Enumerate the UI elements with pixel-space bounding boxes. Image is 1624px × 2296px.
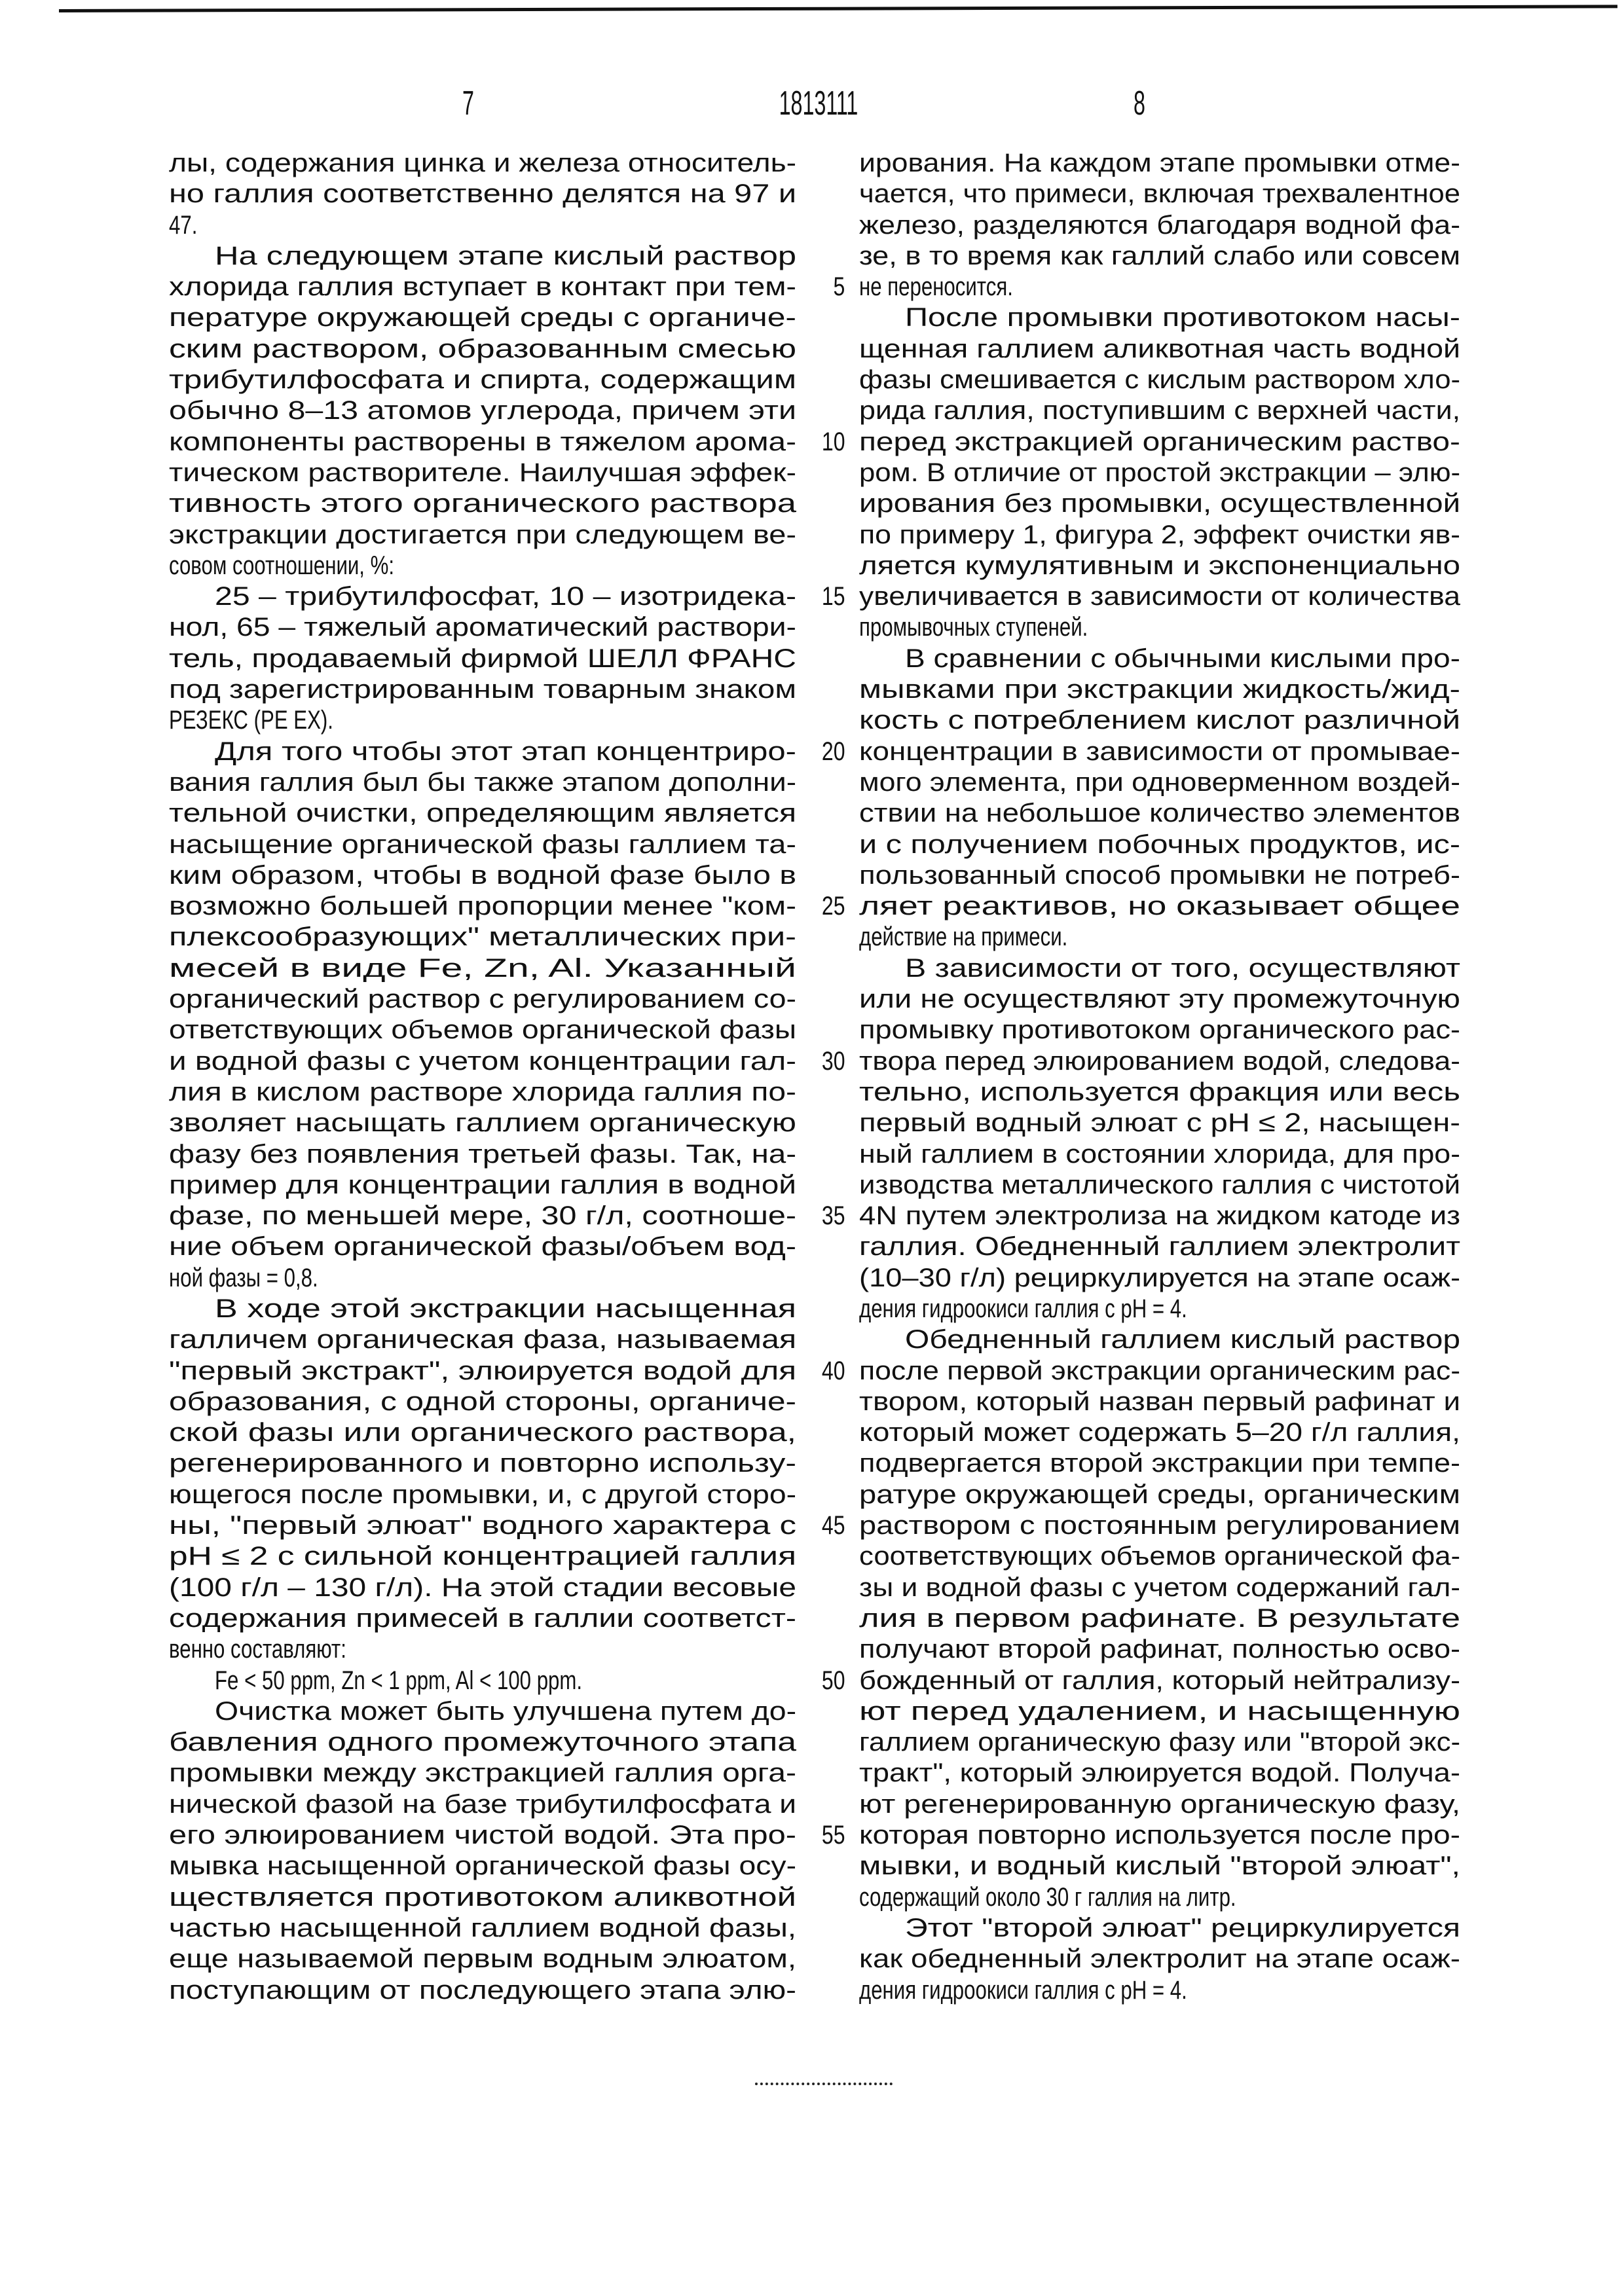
line-number: 45 (821, 1510, 845, 1541)
text-line (859, 922, 1460, 953)
text-line-content: рида галлия, поступившим с верхней части, (859, 395, 1460, 426)
text-line (859, 427, 1460, 458)
text-line-content: божденный от галлия, который нейтрализу- (859, 1666, 1460, 1696)
text-line (169, 1294, 796, 1324)
text-line-content: На следующем этапе кислый раствор (215, 241, 796, 272)
text-line-content: фазе, по меньшей мере, 30 г/л, соотноше- (169, 1201, 796, 1231)
text-line-content: (100 г/л – 130 г/л). На этой стадии весовые (169, 1573, 796, 1603)
text-line (859, 1356, 1460, 1387)
text-line-content: "первый экстракт", элюируется водой для (169, 1356, 796, 1387)
text-line-content: нол, 65 – тяжелый ароматический раствори- (169, 612, 796, 643)
text-line-content: тическом растворителе. Наилучшая эффек- (169, 458, 796, 488)
text-line (169, 1603, 796, 1634)
text-line (169, 1696, 796, 1727)
text-line-content: ние объем органической фазы/объем вод- (169, 1231, 796, 1262)
text-line (169, 984, 796, 1015)
text-line (169, 1263, 796, 1294)
text-line (859, 1603, 1460, 1634)
text-line-content: фазу без появления третьей фазы. Так, на- (169, 1139, 796, 1170)
text-line-content: щенная галлием аликвотная часть водной (859, 334, 1460, 365)
text-line (859, 334, 1460, 365)
text-line-content: ляет реактивов, но оказывает общее (859, 891, 1460, 922)
text-line-content: Очистка может быть улучшена путем до- (215, 1696, 796, 1727)
text-line-content: pH ≤ 2 с сильной концентрацией галлия (169, 1541, 796, 1572)
text-line (859, 458, 1460, 488)
text-line (169, 1046, 796, 1077)
text-line (859, 365, 1460, 395)
text-line (859, 1139, 1460, 1170)
text-line-content: действие на примеси. (859, 922, 1067, 953)
text-line (859, 891, 1460, 922)
text-line (859, 1882, 1460, 1913)
text-line-content: кость с потреблением кислот различной (859, 705, 1460, 736)
text-line (859, 1634, 1460, 1665)
text-line-content: ирования без промывки, осуществленной (859, 488, 1460, 519)
text-line (169, 1356, 796, 1387)
text-line (169, 1851, 796, 1882)
text-line-content: хлорида галлия вступает в контакт при тем- (169, 272, 796, 302)
text-line-content: галлия. Обедненный галлием электролит (859, 1231, 1460, 1262)
text-line-content: как обедненный электролит на этапе осаж- (859, 1944, 1460, 1975)
text-line-content: ществляется противотоком аликвотной (169, 1882, 796, 1913)
text-line-content: тивность этого органического раствора (169, 488, 796, 519)
text-line (169, 1634, 796, 1665)
text-line (859, 1170, 1460, 1201)
text-line (169, 705, 796, 736)
text-line-content: возможно большей пропорции менее "ком- (169, 891, 796, 922)
text-line-content: ответствующих объемов органической фазы (169, 1015, 796, 1046)
text-line (859, 1015, 1460, 1046)
text-line (859, 860, 1460, 891)
text-line-content: венно составляют: (169, 1634, 346, 1665)
text-line (859, 210, 1460, 241)
text-line-content: Этот "второй элюат" рециркулируется (905, 1913, 1460, 1944)
text-line (169, 1417, 796, 1448)
text-line (859, 829, 1460, 860)
text-line (859, 395, 1460, 426)
line-number: 40 (821, 1356, 845, 1387)
text-line (169, 1727, 796, 1758)
text-line (859, 1263, 1460, 1294)
text-line (169, 1913, 796, 1944)
text-line-content: ный галлием в состоянии хлорида, для про- (859, 1139, 1460, 1170)
text-line-content: бавления одного промежуточного этапа (169, 1727, 796, 1758)
text-line (169, 241, 796, 272)
text-line-content: промывки между экстракцией галлия орга- (169, 1758, 796, 1789)
text-line (169, 1480, 796, 1510)
text-line-content: по примеру 1, фигура 2, эффект очистки яв- (859, 520, 1460, 551)
text-line-content: поступающим от последующего этапа элю- (169, 1975, 796, 2006)
text-line-content: ствии на небольшое количество элементов (859, 798, 1460, 829)
text-line (169, 767, 796, 798)
text-line-content: и водной фазы с учетом концентрации гал- (169, 1046, 796, 1077)
text-line (859, 241, 1460, 272)
text-line (859, 1696, 1460, 1727)
text-line (169, 1541, 796, 1572)
text-line (169, 612, 796, 643)
text-line (859, 953, 1460, 984)
text-line-content: мого элемента, при одноверменном воздей- (859, 767, 1460, 798)
text-line-content: лы, содержания цинка и железа относитель- (169, 148, 796, 179)
page-number-left: 7 (448, 84, 489, 123)
text-line-content: ским раствором, образованным смесью (169, 334, 796, 365)
text-line-content: образования, с одной стороны, органиче- (169, 1387, 796, 1417)
text-line (859, 148, 1460, 179)
text-line-content: первый водный элюат с pH ≤ 2, насыщен- (859, 1108, 1460, 1139)
text-line (859, 1727, 1460, 1758)
text-line (859, 737, 1460, 767)
text-line-content: тракт", который элюируется водой. Получа- (859, 1758, 1460, 1789)
text-line (169, 148, 796, 179)
text-line-content: пользованный способ промывки не потреб- (859, 860, 1460, 891)
text-line-content: тельной очистки, определяющим является (169, 798, 796, 829)
text-line-content: В зависимости от того, осуществляют (905, 953, 1460, 984)
text-line-content: ют перед удалением, и насыщенную (859, 1696, 1460, 1727)
line-number: 35 (821, 1201, 845, 1231)
text-line (169, 551, 796, 581)
text-line-content: частью насыщенной галлием водной фазы, (169, 1913, 796, 1944)
text-line-content: ратуре окружающей среды, органическим (859, 1480, 1460, 1510)
line-number: 5 (833, 272, 845, 302)
text-line (859, 1108, 1460, 1139)
text-line-content: ют регенерированную органическую фазу, (859, 1789, 1460, 1820)
text-line (859, 1789, 1460, 1820)
text-line-content: изводства металлического галлия с чистотой (859, 1170, 1460, 1201)
text-line-content: ской фазы или органического раствора, (169, 1417, 796, 1448)
text-line (169, 1573, 796, 1603)
text-line-content: ким образом, чтобы в водной фазе было в (169, 860, 796, 891)
text-line-content: промывку противотоком органического рас- (859, 1015, 1460, 1046)
text-line (859, 1480, 1460, 1510)
text-line-content: твором, который назван первый рафинат и (859, 1387, 1460, 1417)
text-line (859, 520, 1460, 551)
text-line-content: галличем органическая фаза, называемая (169, 1324, 796, 1355)
text-line-content: ны, "первый элюат" водного характера с (169, 1510, 796, 1541)
text-line-content: зы и водной фазы с учетом содержаний гал- (859, 1573, 1460, 1603)
text-line-content: Для того чтобы этот этап концентриро- (215, 737, 796, 767)
text-line-content: содержащий около 30 г галлия на литр. (859, 1882, 1236, 1913)
line-number: 25 (821, 891, 845, 922)
text-line-content: дения гидроокиси галлия с pH = 4. (859, 1975, 1187, 2006)
text-line (169, 674, 796, 705)
text-line (859, 767, 1460, 798)
text-line-content: плексообразующих" металлических при- (169, 922, 796, 953)
text-line-content: трибутилфосфата и спирта, содержащим (169, 365, 796, 395)
text-line (859, 1851, 1460, 1882)
text-line-content: раствором с постоянным регулированием (859, 1510, 1460, 1541)
text-line (169, 488, 796, 519)
text-line-content: компоненты растворены в тяжелом арома- (169, 427, 796, 458)
text-line-content: промывочных ступеней. (859, 612, 1088, 643)
text-line-content: зе, в то время как галлий слабо или совсем (859, 241, 1460, 272)
text-line (169, 1015, 796, 1046)
end-of-text-rule (755, 2083, 893, 2085)
text-line (169, 1882, 796, 1913)
text-line-content: после первой экстракции органическим рас- (859, 1356, 1460, 1387)
text-line (859, 581, 1460, 612)
text-line-content: дения гидроокиси галлия с pH = 4. (859, 1294, 1187, 1324)
text-line (859, 1541, 1460, 1572)
text-line (169, 1201, 796, 1231)
text-line-content: ирования. На каждом этапе промывки отме- (859, 148, 1460, 179)
text-line (859, 1820, 1460, 1851)
text-line (859, 1231, 1460, 1262)
text-line-content: получают второй рафинат, полностью осво- (859, 1634, 1460, 1665)
text-line (859, 302, 1460, 333)
text-line (169, 520, 796, 551)
text-line (859, 179, 1460, 210)
text-line-content: содержания примесей в галлии соответст- (169, 1603, 796, 1634)
text-line (169, 334, 796, 365)
text-line (859, 551, 1460, 581)
text-line (859, 612, 1460, 643)
text-line (169, 427, 796, 458)
text-line-content: перед экстракцией органическим раство- (859, 427, 1460, 458)
text-line-content: железо, разделяются благодаря водной фа- (859, 210, 1460, 241)
text-line (169, 644, 796, 674)
text-line (859, 798, 1460, 829)
text-line-content: ющегося после промывки, и, с другой сторо- (169, 1480, 796, 1510)
text-line (859, 705, 1460, 736)
text-line (169, 1324, 796, 1355)
text-line (169, 365, 796, 395)
text-line-content: или не осуществляют эту промежуточную (859, 984, 1460, 1015)
text-line (859, 1417, 1460, 1448)
text-line (169, 581, 796, 612)
text-line (859, 1201, 1460, 1231)
text-line (859, 1294, 1460, 1324)
text-line (169, 395, 796, 426)
text-line-content: ляется кумулятивным и экспоненциально (859, 551, 1460, 581)
text-line-content: пример для концентрации галлия в водной (169, 1170, 796, 1201)
text-line-content: 47. (169, 210, 197, 241)
text-line-content: совом соотношении, %: (169, 551, 394, 581)
text-line-content: не переносится. (859, 272, 1013, 302)
text-line-content: подвергается второй экстракции при темпе- (859, 1448, 1460, 1479)
text-line (169, 860, 796, 891)
text-line (859, 1666, 1460, 1696)
text-line (169, 1108, 796, 1139)
text-line (169, 210, 796, 241)
line-number: 55 (821, 1820, 845, 1851)
text-line-content: тельно, используется фракция или весь (859, 1077, 1460, 1108)
text-line (169, 891, 796, 922)
text-line (169, 829, 796, 860)
text-line-content: зволяет насыщать галлием органическую (169, 1108, 796, 1139)
line-number: 50 (821, 1666, 845, 1696)
text-line-content: 4N путем электролиза на жидком катоде из (859, 1201, 1460, 1231)
text-line (169, 1139, 796, 1170)
text-line (859, 1448, 1460, 1479)
text-line (859, 1324, 1460, 1355)
text-line-content: нической фазой на базе трибутилфосфата и (169, 1789, 796, 1820)
text-line (169, 1448, 796, 1479)
text-line-content: органический раствор с регулированием со- (169, 984, 796, 1015)
text-line (169, 798, 796, 829)
text-line (859, 1077, 1460, 1108)
text-line-content: фазы смешивается с кислым раствором хло- (859, 365, 1460, 395)
text-line (169, 1077, 796, 1108)
text-line-content: После промывки противотоком насы- (905, 302, 1460, 333)
text-line (859, 674, 1460, 705)
text-line-content: под зарегистрированным товарным знаком (169, 674, 796, 705)
text-line (169, 1789, 796, 1820)
line-number: 10 (821, 427, 845, 458)
text-line (169, 1944, 796, 1975)
text-line-content: которая повторно используется после про- (859, 1820, 1460, 1851)
text-line-content: экстракции достигается при следующем ве- (169, 520, 796, 551)
text-line-content: Fe < 50 ppm, Zn < 1 ppm, Al < 100 ppm. (215, 1666, 582, 1696)
line-number: 30 (821, 1046, 845, 1077)
text-line-content: лия в первом рафинате. В результате (859, 1603, 1460, 1634)
text-line (859, 1975, 1460, 2006)
line-number: 20 (821, 737, 845, 767)
text-line (169, 1170, 796, 1201)
text-line (169, 1510, 796, 1541)
text-line (169, 1666, 796, 1696)
text-line-content: который может содержать 5–20 г/л галлия, (859, 1417, 1460, 1448)
text-line (169, 1820, 796, 1851)
text-line-content: соответствующих объемов органической фа- (859, 1541, 1460, 1572)
text-line-content: еще называемой первым водным элюатом, (169, 1944, 796, 1975)
text-line (169, 737, 796, 767)
text-line (169, 1387, 796, 1417)
text-line-content: Обедненный галлием кислый раствор (905, 1324, 1460, 1355)
text-line (859, 1573, 1460, 1603)
text-line (859, 1758, 1460, 1789)
text-line (169, 179, 796, 210)
text-line (859, 1913, 1460, 1944)
text-line (169, 1758, 796, 1789)
left-text-column (169, 148, 796, 2006)
text-line-content: 25 – трибутилфосфат, 10 – изотридека- (215, 581, 796, 612)
text-line (859, 488, 1460, 519)
text-line (169, 302, 796, 333)
text-line (169, 1975, 796, 2006)
page-number-right: 8 (1119, 84, 1160, 123)
text-line (859, 1510, 1460, 1541)
text-line-content: ром. В отличие от простой экстракции – элю- (859, 458, 1460, 488)
text-line-content: В сравнении с обычными кислыми про- (905, 644, 1460, 674)
text-line-content: и с получением побочных продуктов, ис- (859, 829, 1460, 860)
text-line (859, 272, 1460, 302)
text-line (859, 1387, 1460, 1417)
text-line-content: твора перед элюированием водой, следова- (859, 1046, 1460, 1077)
text-line (169, 458, 796, 488)
text-line-content: регенерированного и повторно использу- (169, 1448, 796, 1479)
text-line (169, 272, 796, 302)
text-line-content: ной фазы = 0,8. (169, 1263, 318, 1294)
text-line-content: его элюированием чистой водой. Эта про- (169, 1820, 796, 1851)
text-line-content: (10–30 г/л) рециркулируется на этапе осаж- (859, 1263, 1460, 1294)
text-line-content: увеличивается в зависимости от количества (859, 581, 1460, 612)
text-line-content: мывки, и водный кислый "второй элюат", (859, 1851, 1460, 1882)
text-line (169, 922, 796, 953)
text-line-content: пературе окружающей среды с органиче- (169, 302, 796, 333)
text-line (859, 1944, 1460, 1975)
text-line-content: обычно 8–13 атомов углерода, причем эти (169, 395, 796, 426)
page-top-border (59, 5, 1617, 12)
text-line-content: мывками при экстракции жидкость/жид- (859, 674, 1460, 705)
text-line-content: мывка насыщенной органической фазы осу- (169, 1851, 796, 1882)
text-line-content: тель, продаваемый фирмой ШЕЛЛ ФРАНС (169, 644, 796, 674)
text-line-content: но галлия соответственно делятся на 97 и (169, 179, 796, 210)
text-line (169, 953, 796, 984)
line-number: 15 (821, 581, 845, 612)
text-line-content: месей в виде Fe, Zn, Al. Указанный (169, 953, 796, 984)
text-line-content: чается, что примеси, включая трехвалентное (859, 179, 1460, 210)
text-line-content: В ходе этой экстракции насыщенная (215, 1294, 796, 1324)
text-line-content: насыщение органической фазы галлием та- (169, 829, 796, 860)
text-line (859, 644, 1460, 674)
patent-number: 1813111 (758, 84, 879, 123)
text-line-content: галлием органическую фазу или "второй экс- (859, 1727, 1460, 1758)
right-text-column (859, 148, 1460, 2006)
text-line-content: РЕЗЕКС (РЕ ЕХ). (169, 705, 333, 736)
text-line (169, 1231, 796, 1262)
text-line (859, 1046, 1460, 1077)
text-line-content: вания галлия был бы также этапом дополни- (169, 767, 796, 798)
text-line-content: концентрации в зависимости от промывае- (859, 737, 1460, 767)
text-line-content: лия в кислом растворе хлорида галлия по- (169, 1077, 796, 1108)
text-line (859, 984, 1460, 1015)
